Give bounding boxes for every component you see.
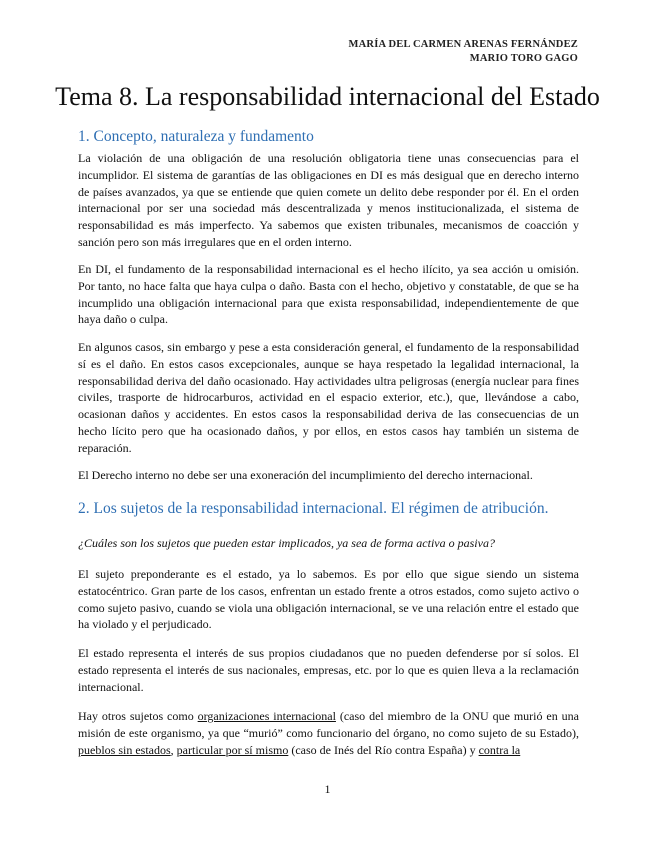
section-1-paragraph-4: El Derecho interno no debe ser una exoneración del incumplimiento del derecho internacional. [78,468,533,482]
section-1-heading: 1. Concepto, naturaleza y fundamento [78,128,314,145]
p3-text-1: Hay otros sujetos como [78,709,198,723]
link-contra-la: contra la [478,742,521,757]
page-number: 1 [324,782,331,796]
section-2-paragraph-3 [78,708,579,758]
authors-header [349,38,578,66]
section-2-heading: 2. Los sujetos de la responsabilidad internacional. El régimen de atribución. [78,500,549,517]
p3-text-4: (caso de Inés del Río contra España) y [288,742,479,757]
section-1-paragraph-1: La violación de una obligación de una resolución obligatoria tiene unas consecuencias para el incumplidor. El sistema de garantías de las obligaciones en DI es más desigual que en derecho interno de países avanzados, ya que se entiende que quien comete un delito debe responder por él. En el orden internacional por ser una sociedad más descentralizada y menos institucionalizada, el sistema de responsabilidad es más imperfecto. Ya sabemos que existen tribunales, mecanismos de coacción y sanción pero son más irregulares que en el orden interno. [78,151,579,249]
p3-text-2: (caso del miembro de la ONU que murió en una misión de este organismo, ya que “murió” como funcionario del órgano, no como sujeto de su Estado), [78,709,579,740]
link-pueblos-sin-estados: pueblos sin estados [78,742,171,757]
section-2-paragraph-1: El sujeto preponderante es el estado, ya lo sabemos. Es por ello que sigue siendo un sistema estatocéntrico. Gran parte de los casos, enfrentan un estado frente a otros estados, como sujeto activo o como sujeto pasivo, cuando se viola una obligación internacional, se ve una relación entre el estado que ha violado y el perjudicado. [78,567,579,632]
section-1-paragraph-3: En algunos casos, sin embargo y pese a esta consideración general, el fundamento de la responsabilidad sí es el daño. En estos casos excepcionales, aunque se haya respetado la legalidad internacional, la responsabilidad deriva del daño ocasionado. Hay actividades ultra peligrosas (energía nuclear para fines civiles, trasporte de hidrocarburos, actividad en el espacio exterior, etc.), que, llevándose a cabo, ocasionan daños y accidentes. En estos casos la responsabilidad deriva de las consecuencias de un hecho lícito pero que ha ocasionado daños, y por ellos, en estos casos hay también un sistema de reparación. [78,340,579,455]
section-2-question: ¿Cuáles son los sujetos que pueden estar implicados, ya sea de forma activa o pasiva? [78,536,495,550]
link-particular-por-si-mismo: particular por sí mismo [176,742,289,757]
section-2-paragraph-2: El estado representa el interés de sus propios ciudadanos que no pueden defenderse por sí solos. El estado representa el interés de sus nacionales, empresas, etc. por lo que es quien lleva a la reclamación internacional. [78,646,579,694]
link-organizaciones-internacional: organizaciones internacional [197,709,336,723]
section-1-paragraph-2: En DI, el fundamento de la responsabilidad internacional es el hecho ilícito, ya sea acción u omisión. Por tanto, no hace falta que haya culpa o daño. Basta con el hecho, objetivo y constatable, de que se ha incumplido una obligación internacional para que exista responsabilidad, independientemente de que haya daño o culpa. [78,262,579,327]
document-title: Tema 8. La responsabilidad internacional del Estado [55,82,600,111]
author-2: MARIO TORO GAGO [469,53,578,64]
p3-text-3: , [170,742,177,757]
author-1: MARÍA DEL CARMEN ARENAS FERNÁNDEZ [348,39,578,50]
